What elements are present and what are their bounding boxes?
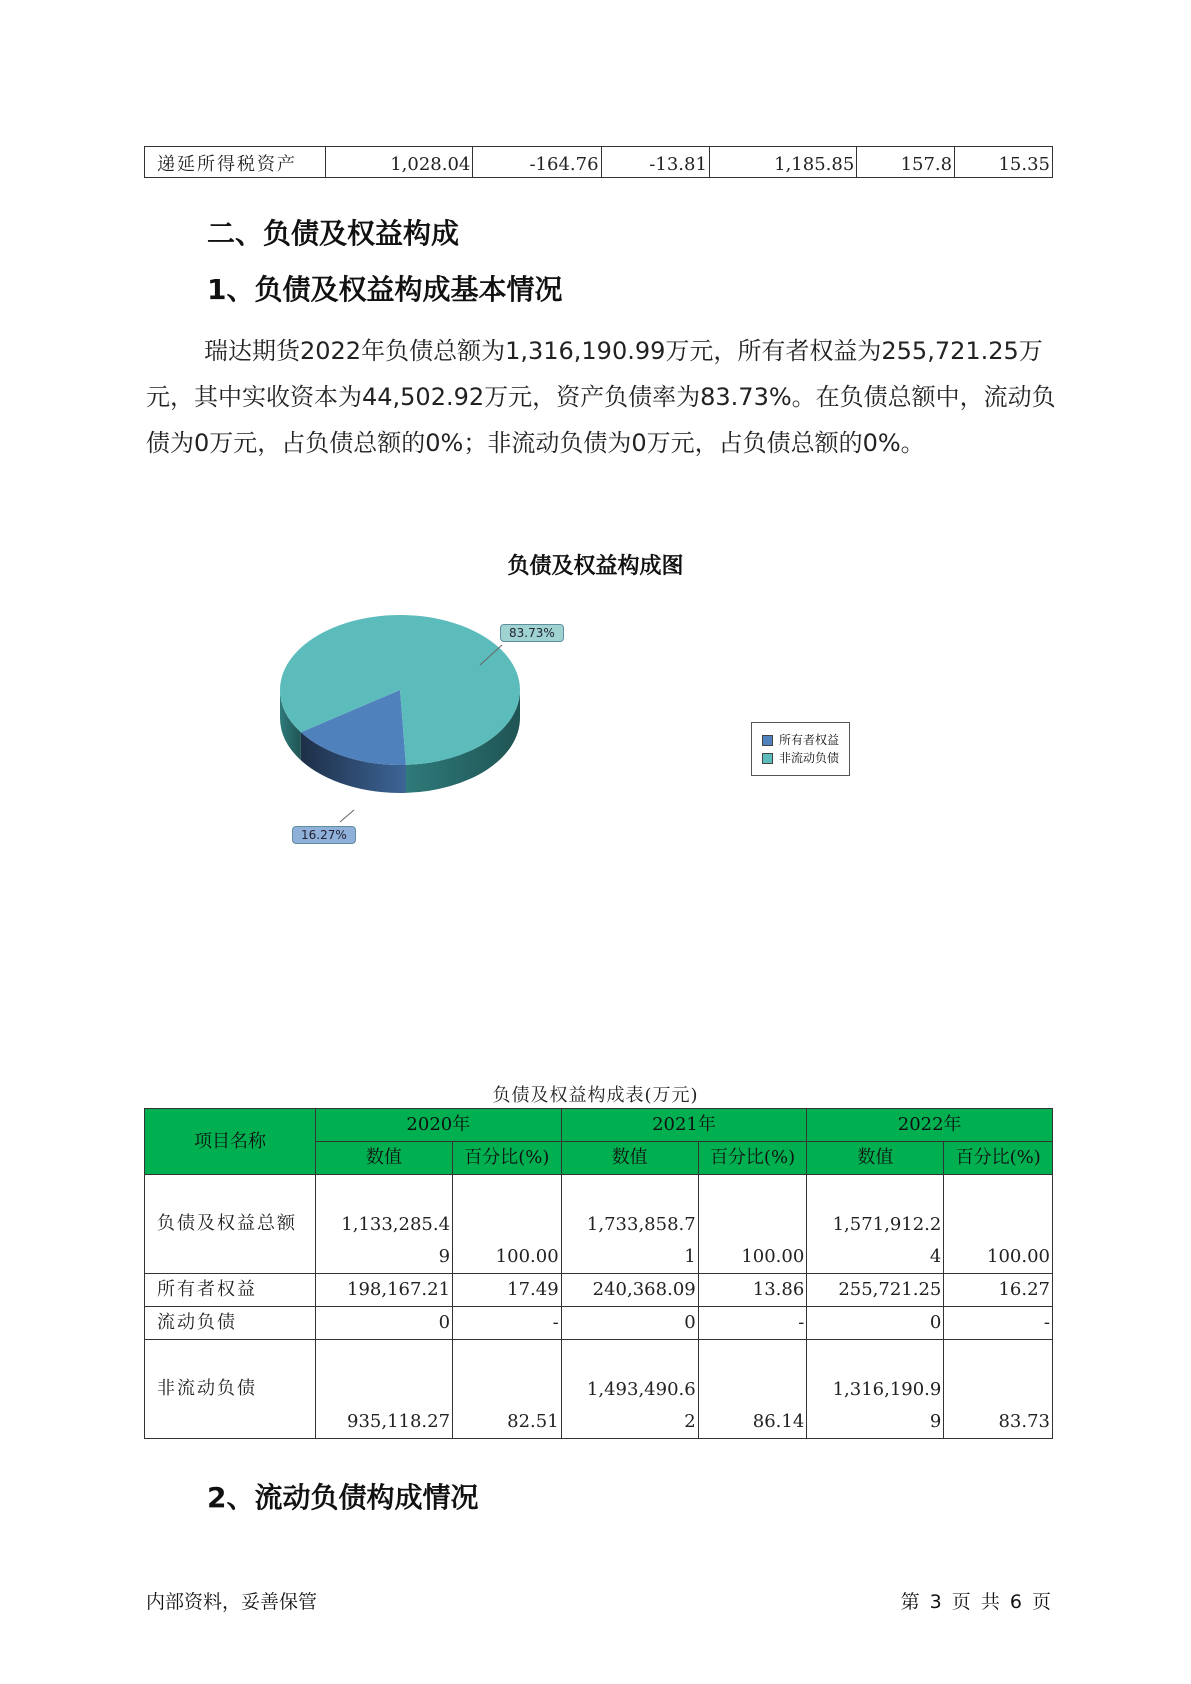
cell: 935,118.27 (316, 1340, 453, 1439)
cell: 100.00 (698, 1175, 807, 1274)
legend-label: 所有者权益 (779, 733, 840, 747)
column-header: 2022年 (807, 1109, 1053, 1142)
cell: 157.8 (857, 147, 955, 178)
table-header-row (145, 1109, 1053, 1142)
column-header: 百分比(%) (698, 1142, 807, 1175)
cell: 13.86 (698, 1274, 807, 1307)
table-row (145, 1340, 1053, 1439)
column-header: 数值 (316, 1142, 453, 1175)
table-row (145, 1175, 1053, 1274)
column-header: 百分比(%) (453, 1142, 562, 1175)
legend-label: 非流动负债 (779, 751, 840, 765)
cell: 0 (807, 1307, 944, 1340)
cell: -164.76 (473, 147, 601, 178)
cell: 0 (561, 1307, 698, 1340)
column-header: 数值 (561, 1142, 698, 1175)
slice-label-equity: 16.27% (292, 826, 356, 844)
cell: 1,133,285.4 9 (316, 1175, 453, 1274)
column-header: 2021年 (561, 1109, 807, 1142)
legend-item (762, 731, 849, 749)
cell: 100.00 (453, 1175, 562, 1274)
cell: 86.14 (698, 1340, 807, 1439)
row-name: 递延所得税资产 (145, 147, 326, 178)
cell: 1,316,190.9 9 (807, 1340, 944, 1439)
column-header: 百分比(%) (944, 1142, 1053, 1175)
cell: 100.00 (944, 1175, 1053, 1274)
row-name: 负债及权益总额 (145, 1175, 316, 1274)
cell: 1,185.85 (709, 147, 856, 178)
table-row (145, 1274, 1053, 1307)
footer-note: 内部资料，妥善保管 (146, 1591, 318, 1613)
cell: 17.49 (453, 1274, 562, 1307)
summary-paragraph: 瑞达期货2022年负债总额为1,316,190.99万元，所有者权益为255,721.25万元，其中实收资本为44,502.92万元，资产负债率为83.73%。在负债总额中，流动负债为0万元，占负债总额的0%；非流动负债为0万元，占负债总额的0%。 (146, 337, 1056, 457)
cell: 15.35 (955, 147, 1053, 178)
legend-swatch (762, 735, 773, 746)
cell: 1,571,912.2 4 (807, 1175, 944, 1274)
chart-title: 负债及权益构成图 (507, 554, 684, 579)
table-caption: 负债及权益构成表(万元) (492, 1085, 699, 1106)
cell: 82.51 (453, 1340, 562, 1439)
cell: -13.81 (601, 147, 709, 178)
slice-label-non-current: 83.73% (500, 624, 564, 642)
cell: 16.27 (944, 1274, 1053, 1307)
cell: - (453, 1307, 562, 1340)
cell: 255,721.25 (807, 1274, 944, 1307)
cell: 0 (316, 1307, 453, 1340)
page-number: 第 3 页 共 6 页 (900, 1591, 1051, 1613)
sub-heading-1: 1、负债及权益构成基本情况 (207, 273, 563, 306)
pie-chart (280, 610, 560, 840)
cell: 83.73 (944, 1340, 1053, 1439)
cell: 240,368.09 (561, 1274, 698, 1307)
legend-swatch (762, 753, 773, 764)
legend-item (762, 749, 849, 767)
section-heading: 二、负债及权益构成 (207, 217, 460, 250)
chart-legend (751, 722, 850, 776)
leader-line (340, 810, 354, 822)
column-header: 数值 (807, 1142, 944, 1175)
cell: 198,167.21 (316, 1274, 453, 1307)
row-name: 所有者权益 (145, 1274, 316, 1307)
pie-top (280, 615, 520, 765)
deferred-tax-table (144, 146, 1053, 178)
sub-heading-2: 2、流动负债构成情况 (207, 1481, 479, 1514)
liability-equity-table (144, 1108, 1053, 1439)
cell: - (698, 1307, 807, 1340)
table-row (145, 147, 1053, 178)
row-name: 非流动负债 (145, 1340, 316, 1439)
table-body (145, 1175, 1053, 1439)
row-name: 流动负债 (145, 1307, 316, 1340)
cell: - (944, 1307, 1053, 1340)
cell: 1,493,490.6 2 (561, 1340, 698, 1439)
column-header: 2020年 (316, 1109, 562, 1142)
cell: 1,733,858.7 1 (561, 1175, 698, 1274)
column-header: 项目名称 (145, 1109, 316, 1175)
cell: 1,028.04 (326, 147, 473, 178)
table-row (145, 1307, 1053, 1340)
